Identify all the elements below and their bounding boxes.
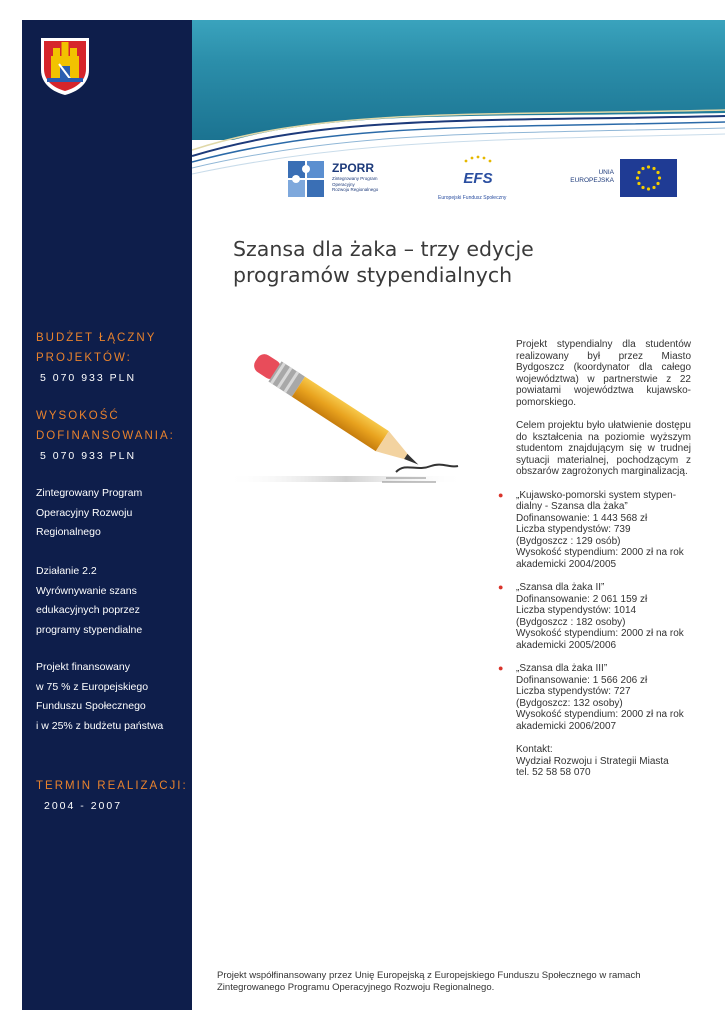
eu-label-line-2: EUROPEJSKA [570,177,614,184]
edition-text: „Kujawsko-pomorski system stypen- dialny - Szansa dla żaka” Dofinansowanie: 1 443 568 zł Liczba stypendystów: 739 (Bydgoszcz : 129 osób) Wysokość stypendium: 2000 zł na rok akademicki 2004/2005 [516,489,684,570]
budget-value: 5 070 933 PLN [40,372,137,384]
eu-star-icon [652,186,655,189]
edition-text: „Szansa dla żaka II” Dofinansowanie: 2 061 159 zł Liczba stypendystów: 1014 (Bydgoszcz : 182 osoby) Wysokość stypendium: 2000 zł na rok akademicki 2005/2006 [516,582,684,651]
program-text: Zintegrowany Program Operacyjny Rozwoju Regionalnego [36,487,143,538]
term-value: 2004 - 2007 [44,800,123,812]
term-label: TERMIN REALIZACJI: [36,780,188,792]
eu-star-icon [652,167,655,170]
bydgoszcz-crest-icon [39,34,91,96]
edition-item [498,582,691,651]
eu-flag-icon [620,159,677,197]
edition-text: „Szansa dla żaka III” Dofinansowanie: 1 566 206 zł Liczba stypendystów: 727 (Bydgoszcz: 132 osoby) Wysokość stypendium: 2000 zł na rok akademicki 2006/2007 [516,663,684,732]
cofinancing-value: 5 070 933 PLN [40,450,137,462]
financing-text: Projekt finansowany w 75 % z Europejskiego Funduszu Społecznego i w 25% z budżetu państwa [36,661,164,732]
cofinancing-label: WYSOKOŚĆ DOFINANSOWANIA: [36,410,175,442]
zporr-puzzle-icon [286,159,326,199]
eu-star-icon [656,171,659,174]
eu-star-icon [636,176,639,179]
term-block [36,776,188,816]
logos-row [192,155,725,205]
sidebar [22,20,192,1010]
eu-star-icon [637,171,640,174]
footer-note: Projekt współfinansowany przez Unię Europejską z Europejskiego Funduszu Społecznego w ramach Zintegrowanego Programu Operacyjnego Rozwoju Regionalnego. [217,970,641,993]
cofinancing-block [36,406,188,466]
budget-label: BUDŻET ŁĄCZNY PROJEKTÓW: [36,332,157,364]
eu-star-icon [641,186,644,189]
efs-subtitle: Europejski Fundusz Społeczny [438,195,507,201]
bullet-icon: ● [498,489,504,500]
eu-star-icon [658,176,661,179]
efs-name: EFS [463,170,493,187]
goal-paragraph: Celem projektu było ułatwienie dostępu do kształcenia na poziomie wyższym studentom znajdującym się w trudnej sytuacji materialnej, pochodzącym z obszarów zagrożonych marginalizacją. [516,420,691,477]
pencil-illustration [226,350,466,490]
eu-label [564,169,614,185]
eu-star-icon [647,165,650,168]
zporr-name: ZPORR [332,161,374,175]
eu-star-icon [656,182,659,185]
eu-star-icon [641,167,644,170]
eu-star-icon [647,187,650,190]
efs-logo-icon [458,155,498,189]
eu-star-icon [637,182,640,185]
intro-paragraph: Projekt stypendialny dla studentów realizowany był przez Miasto Bydgoszcz (koordynator dla całego województwa) w partnerstwie z 22 powiatami województwa kujawsko-pomorskiego. [516,339,691,408]
action-text: Działanie 2.2 Wyrównywanie szans edukacyjnych poprzez programy stypendialne [36,565,143,636]
contact-info: Kontakt: Wydział Rozwoju i Strategii Miasta tel. 52 58 58 070 [516,744,669,778]
budget-block [36,328,188,388]
document-title: Szansa dla żaka – trzy edycje programów stypendialnych [233,237,534,287]
edition-item [498,663,691,732]
edition-item [498,489,691,571]
zporr-subtitle: Zintegrowany Program Operacyjny Rozwoju Regionalnego [332,176,379,192]
bullet-icon: ● [498,663,504,673]
bullet-icon: ● [498,582,504,592]
main-content [498,339,691,779]
eu-label-line-1: UNIA [598,169,614,176]
